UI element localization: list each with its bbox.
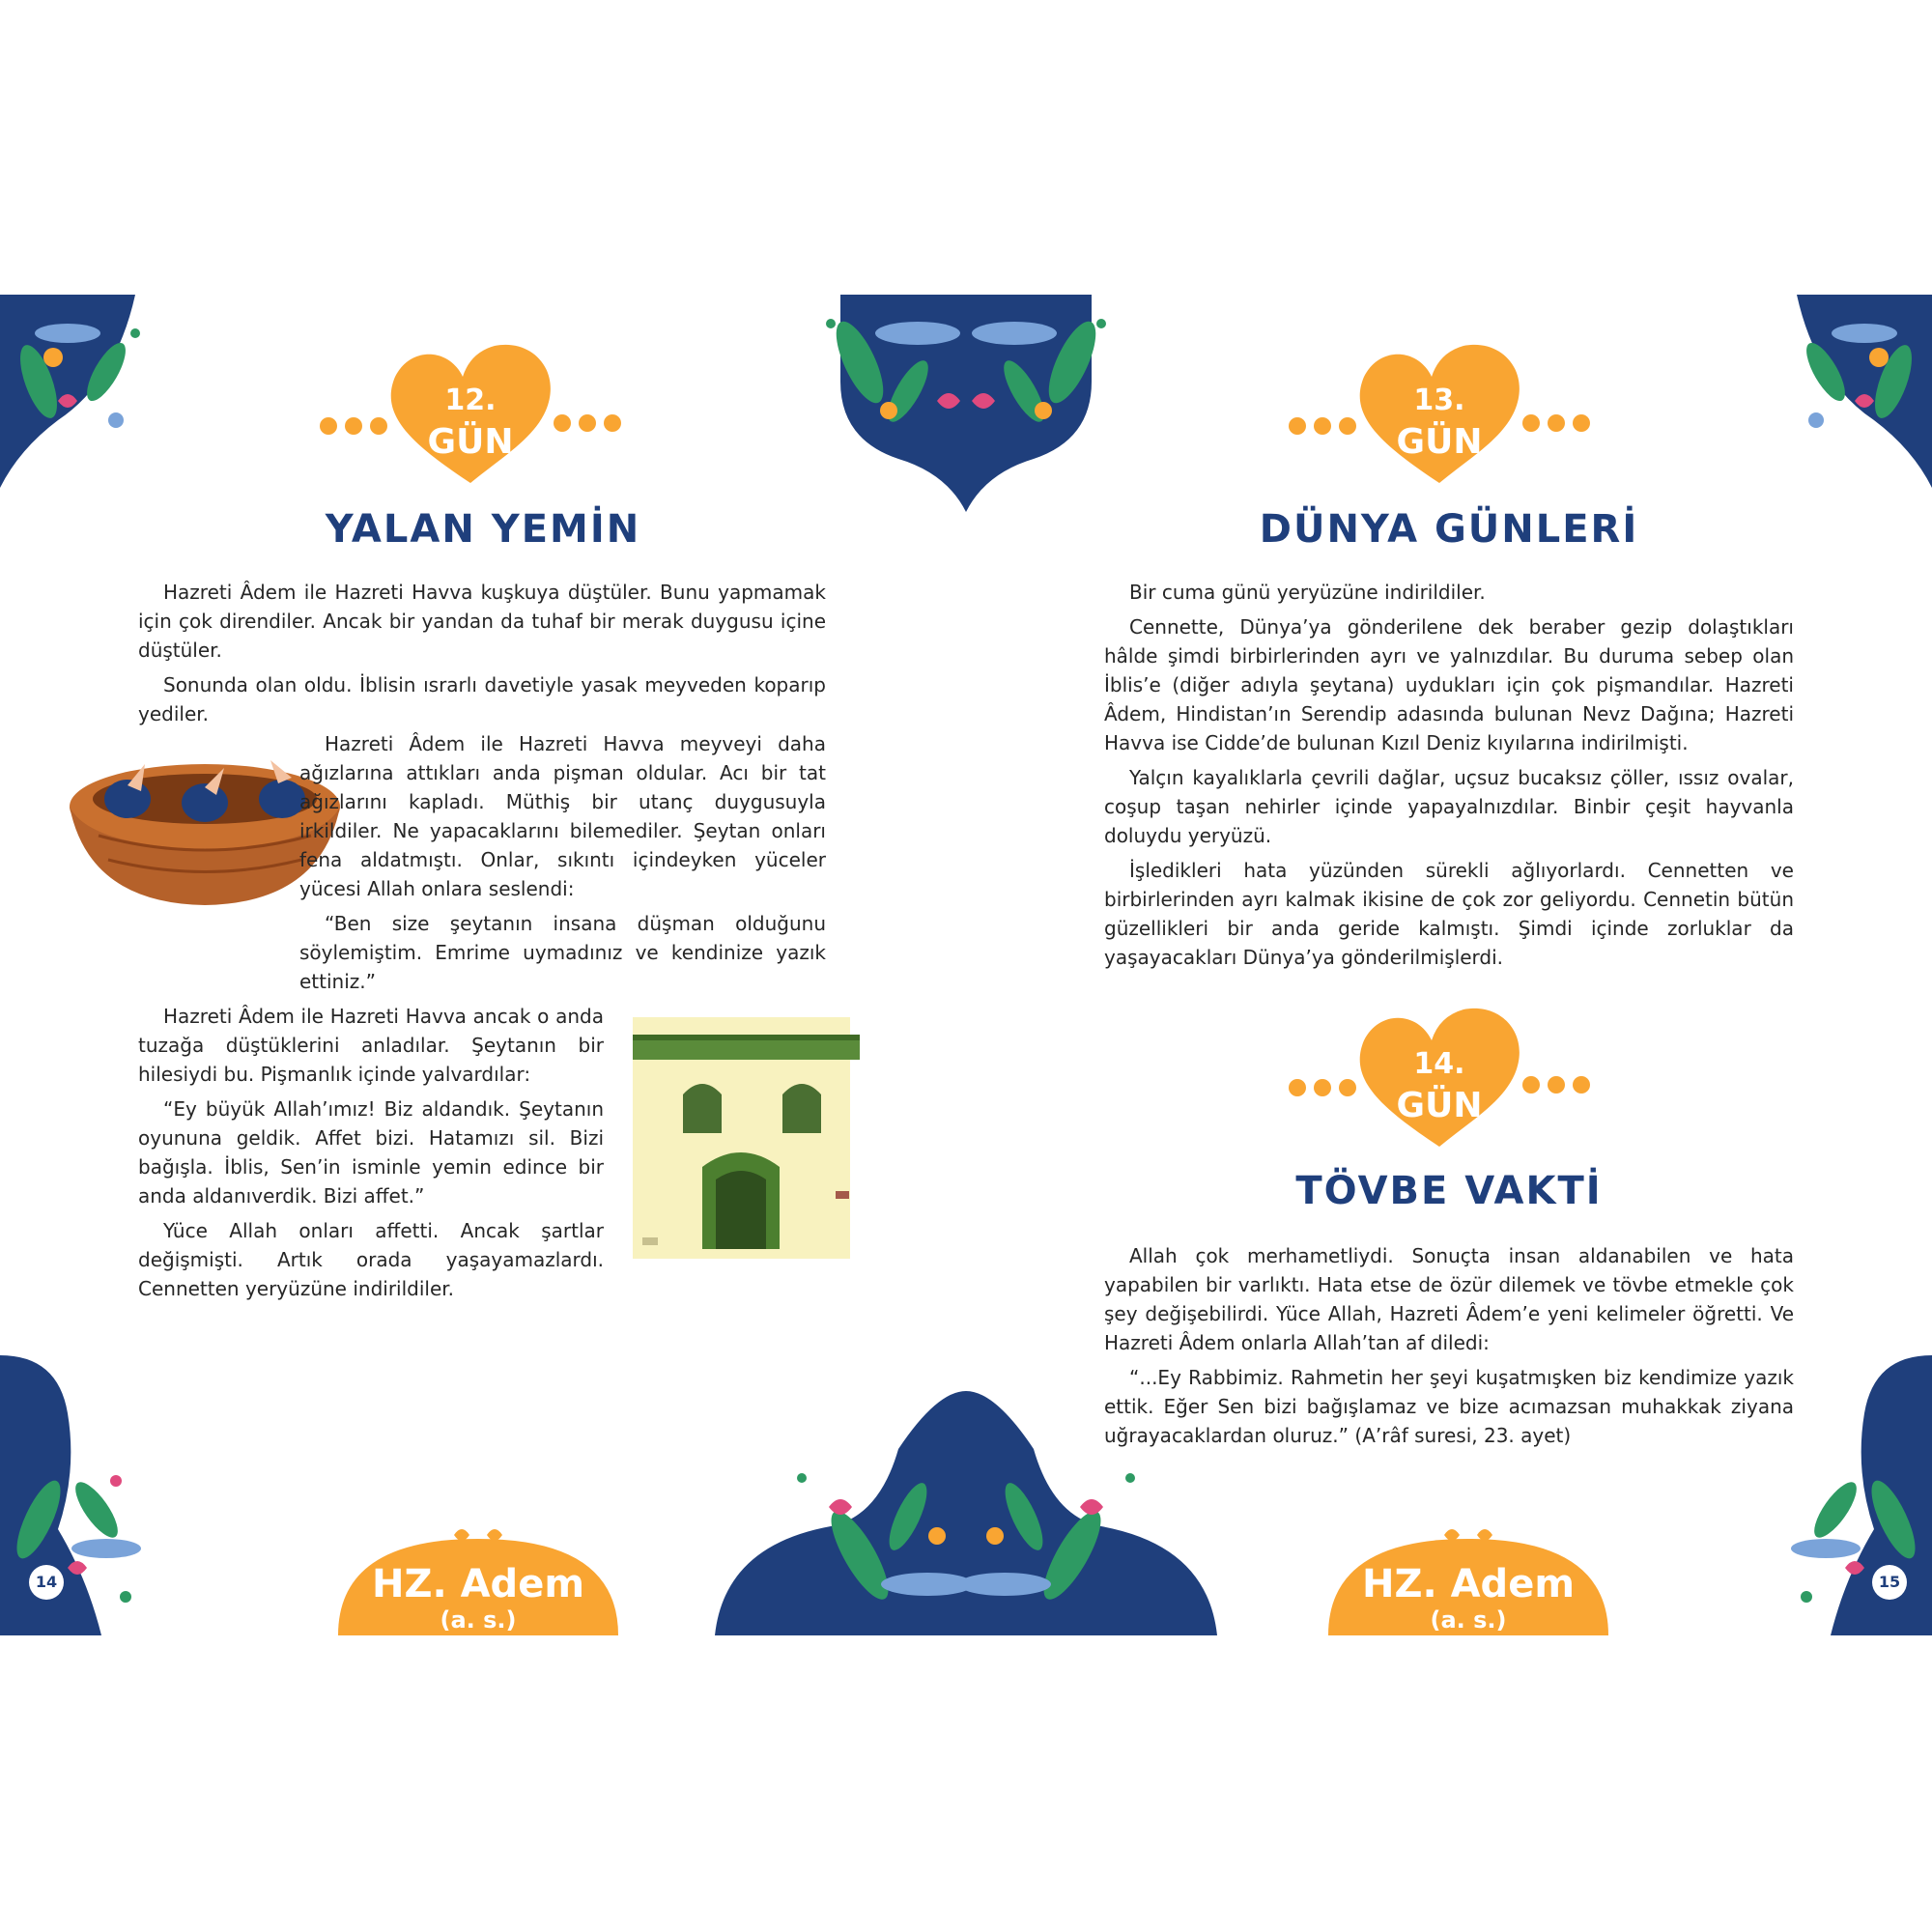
dots-right — [1521, 1075, 1591, 1094]
paragraph: Bir cuma günü yeryüzüne indirildiler. — [1129, 581, 1486, 604]
day-number: 14. — [1413, 1047, 1465, 1081]
paragraph: Hazreti Âdem ile Hazreti Havva meyveyi daha ağızlarına attıkları anda pişman oldular. Acı bir tat ağızlarını kapladı. Müthiş bir utanç duygusuyla irkildiler. Ne yapacaklarını bilemediler. Şeytan onları fena aldatmıştı. Onlar, sıkıntı içindeyken yüceler yücesi Allah onlara seslendi: — [299, 732, 826, 900]
floral-corner-top-right — [1768, 295, 1932, 497]
paragraph: “Ben size şeytanın insana düşman olduğunu söylemiştim. Emrime uymadınız ve kendinize yazık ettiniz.” — [299, 912, 826, 993]
paragraphs-day-14 — [1104, 1241, 1794, 1456]
dots-right — [553, 413, 622, 433]
chapter-title: DÜNYA GÜNLERİ — [1259, 507, 1639, 552]
paragraph: “Ey büyük Allah’ımız! Biz aldandık. Şeytanın oyununa geldik. Affet bizi. Hatamızı sil. Bizi bağışla. İblis, Sen’in isminle yemin edince bir anda aldanıverdik. Bizi affet.” — [138, 1097, 604, 1208]
page-number-right: 15 — [1872, 1565, 1907, 1600]
intro-paragraphs — [138, 578, 826, 734]
day-badge-12 — [374, 338, 567, 493]
chapter-title: TÖVBE VAKTİ — [1295, 1169, 1603, 1213]
paragraphs-day-13 — [1104, 578, 1794, 978]
paragraph: İşledikleri hata yüzünden sürekli ağlıyorlardı. Cennetten ve birbirlerinden ayrı kalmak ikisine de çok zor geliyordu. Cennetin bütün güzellikleri bir anda geride kalmıştı. Şimdi içinde zorluklar da yaşayacakları Dünya’ya gönderilmişlerdi. — [1104, 859, 1794, 969]
prophet-name: HZ. Adem — [372, 1562, 584, 1606]
dots-right — [1521, 413, 1591, 433]
floral-corner-top-left — [0, 295, 164, 497]
paragraph: Hazreti Âdem ile Hazreti Havva ancak o anda tuzağa düştüklerini anladılar. Şeytanın bir hilesiydi bu. Pişmanlık içinde yalvardılar: — [138, 1005, 604, 1086]
prophet-label-right — [1328, 1520, 1608, 1635]
paragraph: “...Ey Rabbimiz. Rahmetin her şeyi kuşatmışken biz kendimize yazık ettik. Eğer Sen bizi bağışlamaz ve bize acımazsan muhakkak ziyana uğrayacaklardan oluruz.” (A’râf suresi, 23. ayet) — [1104, 1366, 1794, 1447]
prophet-label-left — [338, 1520, 618, 1635]
column-paragraphs — [138, 1002, 604, 1309]
day-word: GÜN — [1396, 422, 1483, 462]
book-spread — [0, 295, 1932, 1635]
paragraph: Yüce Allah onları affetti. Ancak şartlar değişmişti. Artık orada yaşayamazlardı. Cennetten yeryüzüne indirildiler. — [138, 1219, 604, 1300]
floral-arch-top-center — [802, 295, 1130, 517]
prophet-suffix: (a. s.) — [440, 1606, 517, 1634]
paragraph: Hazreti Âdem ile Hazreti Havva kuşkuya düştüler. Bunu yapmamak için çok direndiler. Ancak bir yandan da tuhaf bir merak duygusu içine düştüler. — [138, 581, 826, 662]
dots-left — [319, 416, 388, 436]
dots-left — [1288, 416, 1357, 436]
paragraph: Yalçın kayalıklarla çevrili dağlar, uçsuz bucaksız çöller, ıssız ovalar, coşup taşan nehirler içinde yapayalnızdılar. Binbir çeşit hayvanla doluydu yeryüzü. — [1104, 766, 1794, 847]
day-badge-13 — [1343, 338, 1536, 493]
page-number-left: 14 — [29, 1565, 64, 1600]
day-badge-14 — [1343, 1002, 1536, 1156]
day-number: 12. — [444, 384, 497, 417]
dots-left — [1288, 1078, 1357, 1097]
paragraph: Cennette, Dünya’ya gönderilene dek beraber gezip dolaştıkları hâlde şimdi birbirlerinden ayrı ve yalnızdılar. Bu duruma sebep olan İblis’e (diğer adıyla şeytana) uydukları için çok pişmandılar. Hazreti Âdem, Hindistan’ın Serendip adasında bulunan Nevz Dağına; Hazreti Havva ise Cidde’de bulunan Kızıl Deniz kıyılarına indirilmişti. — [1104, 615, 1794, 754]
kaaba-building-illustration — [623, 1017, 860, 1264]
day-word: GÜN — [427, 422, 514, 462]
chapter-title: YALAN YEMİN — [325, 507, 641, 552]
paragraph: Sonunda olan oldu. İblisin ısrarlı davetiyle yasak meyveden koparıp yediler. — [138, 673, 826, 725]
floral-corner-bottom-right — [1777, 1355, 1932, 1635]
wrap-paragraphs — [299, 729, 826, 1002]
paragraph: Allah çok merhametliydi. Sonuçta insan aldanabilen ve hata yapabilen bir varlıktı. Hata etse de özür dilemek ve tövbe etmekle çok şey değişebilirdi. Yüce Allah, Hazreti Âdem’e yeni kelimeler öğretti. Ve Hazreti Âdem onlarla Allah’tan af diledi: — [1104, 1244, 1794, 1354]
floral-corner-bottom-left — [0, 1355, 155, 1635]
prophet-name: HZ. Adem — [1362, 1562, 1575, 1606]
day-word: GÜN — [1396, 1086, 1483, 1125]
prophet-suffix: (a. s.) — [1430, 1606, 1507, 1634]
day-number: 13. — [1413, 384, 1465, 417]
